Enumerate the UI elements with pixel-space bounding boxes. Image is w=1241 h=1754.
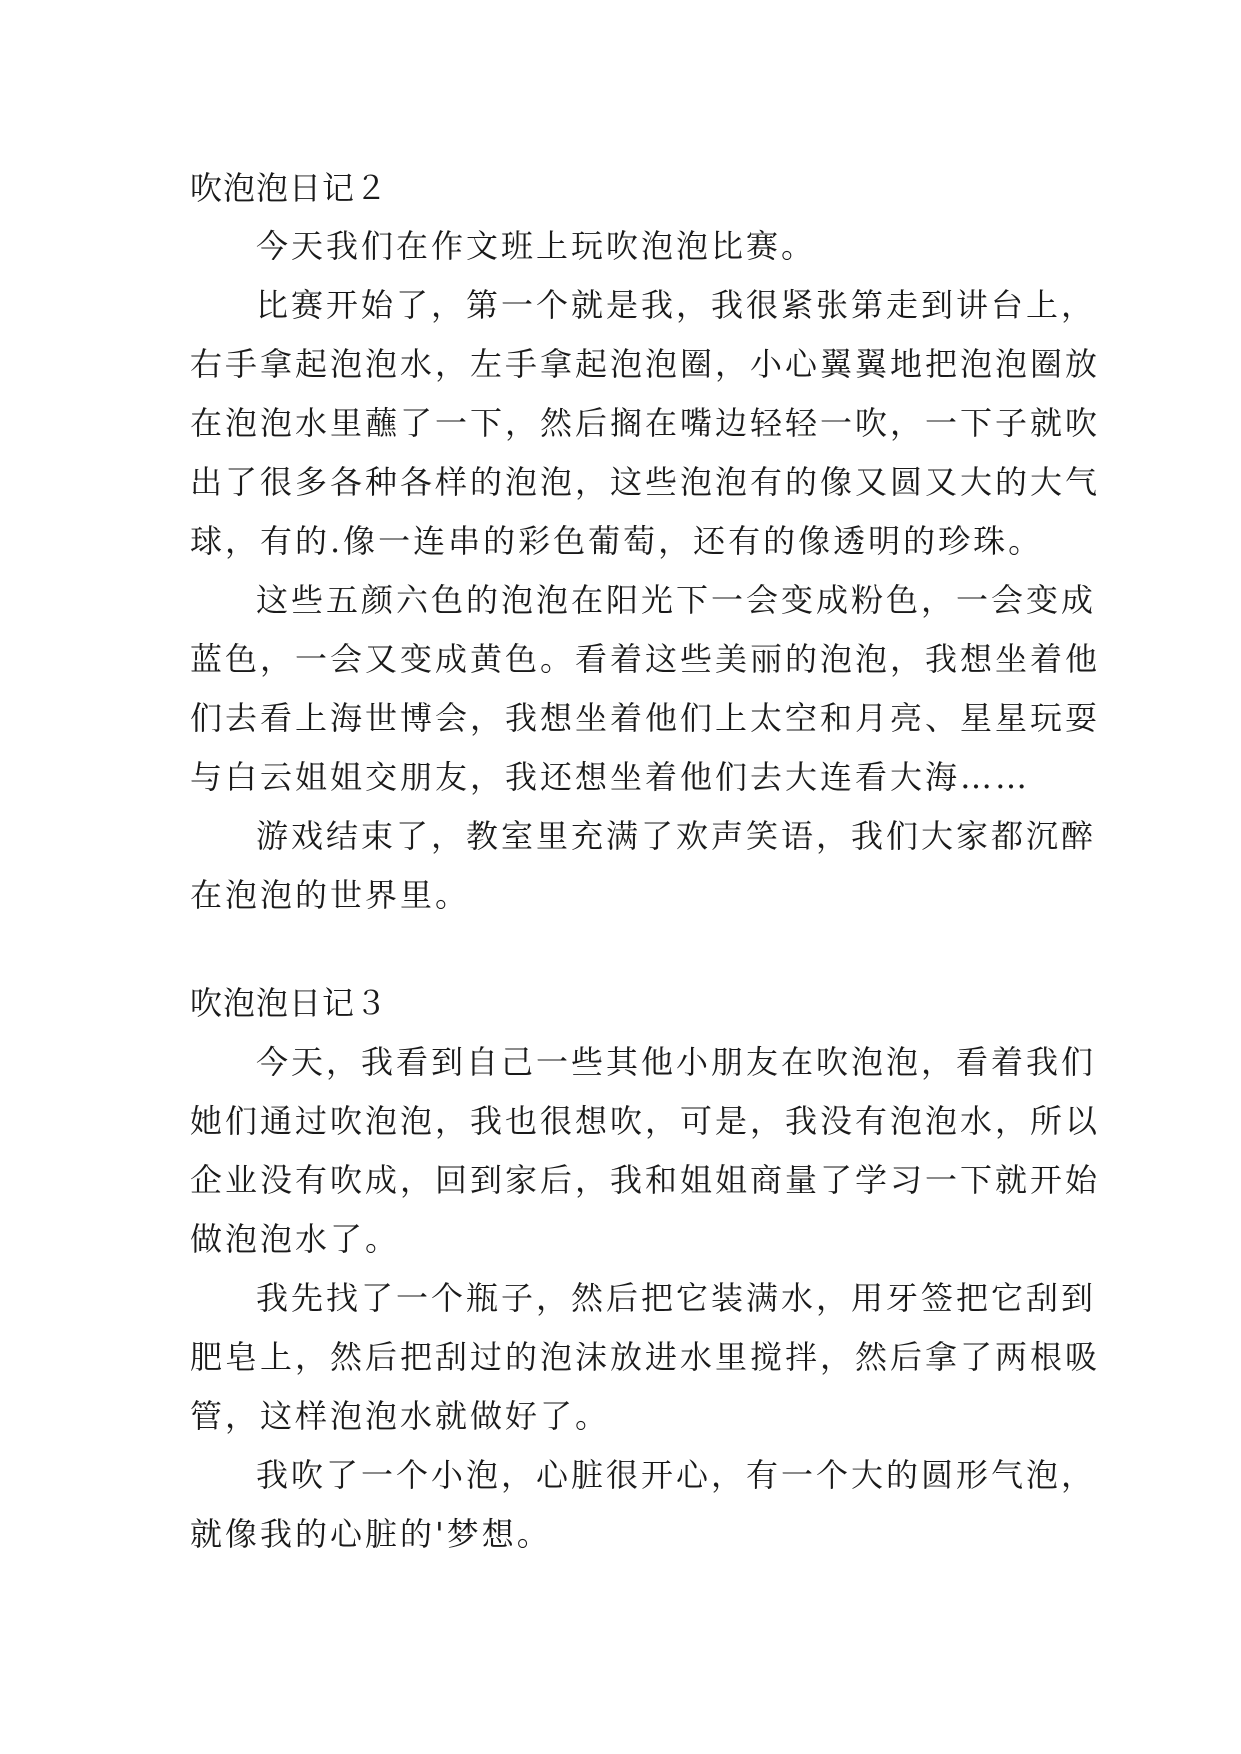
diary2-line: 今天我们在作文班上玩吹泡泡比赛。: [256, 227, 817, 265]
diary3-line: 管，这样泡泡水就做好了。: [190, 1397, 611, 1435]
diary3-line: 今天，我看到自己一些其他小朋友在吹泡泡，看着我们: [256, 1043, 1097, 1081]
diary3-line: 肥皂上，然后把刮过的泡沫放进水里搅拌，然后拿了两根吸: [190, 1338, 1101, 1376]
diary2-line: 这些五颜六色的泡泡在阳光下一会变成粉色，一会变成: [256, 581, 1097, 619]
diary2-line: 们去看上海世博会，我想坐着他们上太空和月亮、星星玩耍: [190, 699, 1101, 737]
diary2-line: 在泡泡水里蘸了一下，然后搁在嘴边轻轻一吹，一下子就吹: [190, 404, 1101, 442]
diary3-line: 我吹了一个小泡，心脏很开心，有一个大的圆形气泡，: [256, 1456, 1097, 1494]
diary3-line: 企业没有吹成，回到家后，我和姐姐商量了学习一下就开始: [190, 1161, 1101, 1199]
diary3-title: 吹泡泡日记３: [190, 984, 389, 1022]
diary3-line: 她们通过吹泡泡，我也很想吹，可是，我没有泡泡水，所以: [190, 1102, 1101, 1140]
diary2-line: 出了很多各种各样的泡泡，这些泡泡有的像又圆又大的大气: [190, 463, 1101, 501]
diary3-line: 就像我的心脏的'梦想。: [190, 1515, 552, 1553]
diary2-line: 在泡泡的世界里。: [190, 876, 471, 914]
diary2-line: 游戏结束了，教室里充满了欢声笑语，我们大家都沉醉: [256, 817, 1097, 855]
diary2-line: 比赛开始了，第一个就是我，我很紧张第走到讲台上，: [256, 286, 1097, 324]
diary2-title: 吹泡泡日记２: [190, 169, 389, 207]
diary2-line: 右手拿起泡泡水，左手拿起泡泡圈，小心翼翼地把泡泡圈放: [190, 345, 1101, 383]
diary2-line: 蓝色，一会又变成黄色。看着这些美丽的泡泡，我想坐着他: [190, 640, 1101, 678]
diary3-line: 做泡泡水了。: [190, 1220, 401, 1258]
diary2-line: 球，有的.像一连串的彩色葡萄，还有的像透明的珍珠。: [190, 522, 1044, 560]
diary2-line: 与白云姐姐交朋友，我还想坐着他们去大连看大海……: [190, 758, 1031, 796]
diary3-line: 我先找了一个瓶子，然后把它装满水，用牙签把它刮到: [256, 1279, 1097, 1317]
